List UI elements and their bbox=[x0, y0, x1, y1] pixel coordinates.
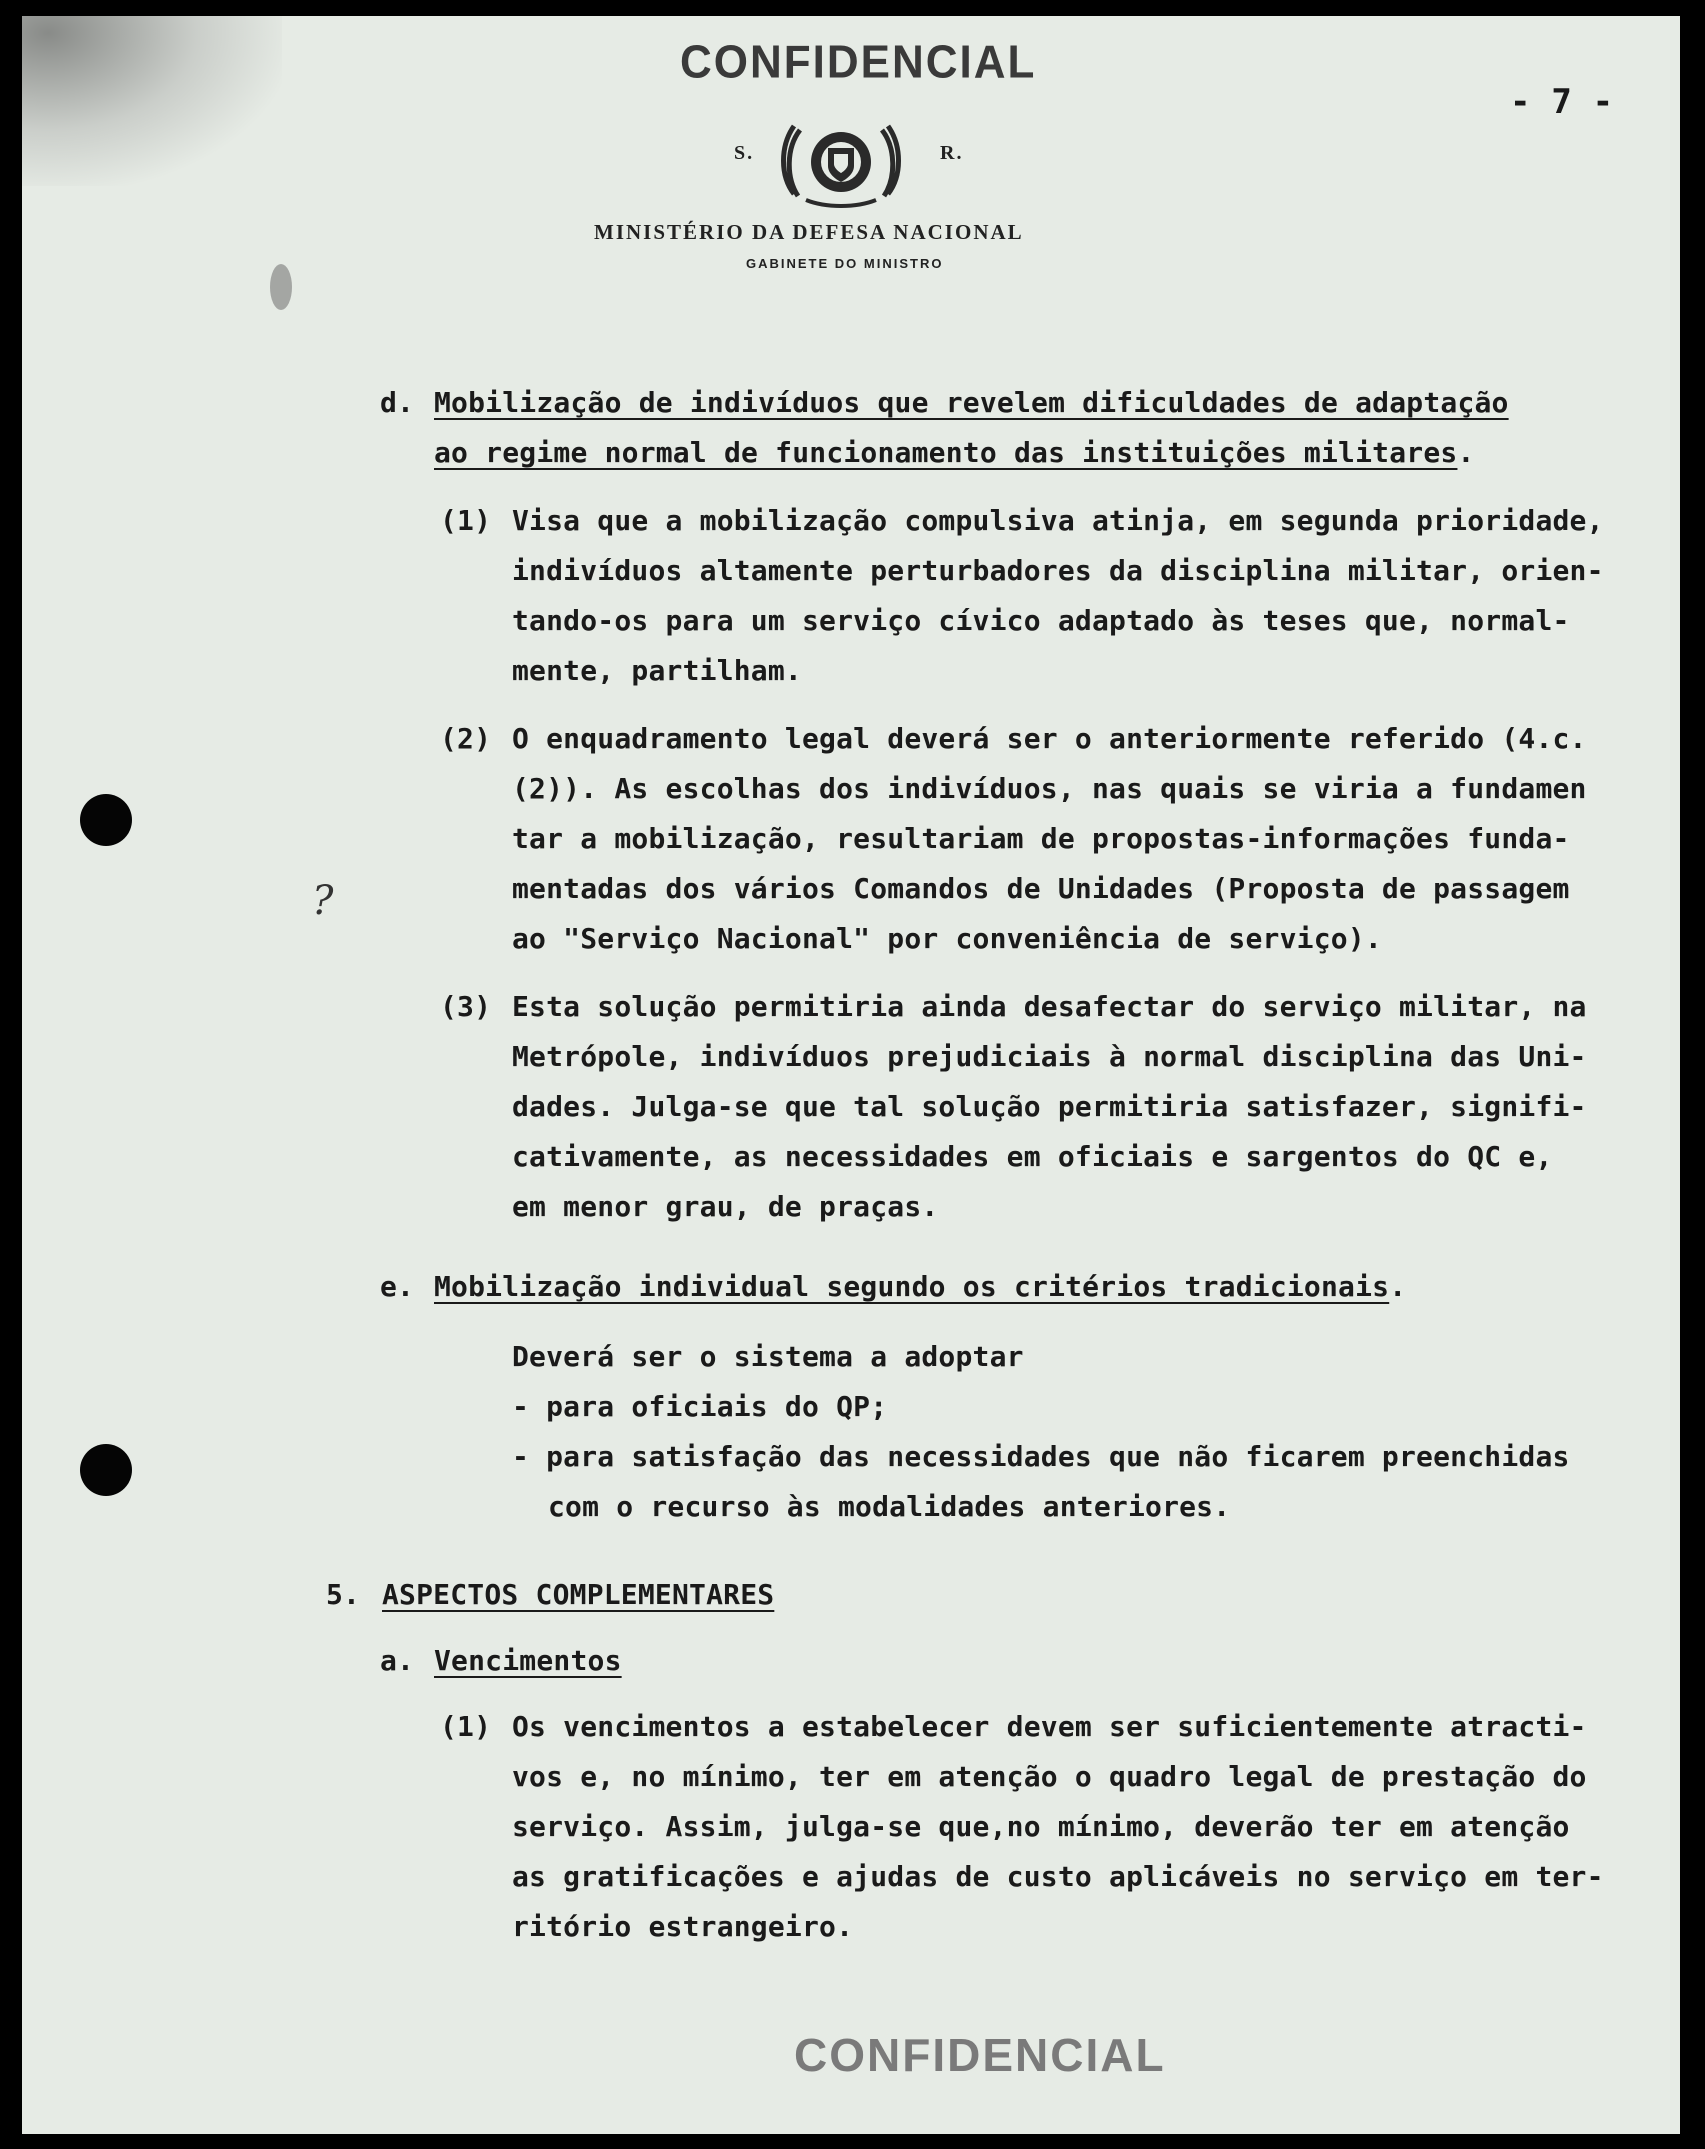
document-page bbox=[22, 16, 1680, 2134]
section-d-item1-number: (1) bbox=[440, 504, 492, 537]
section-d-item2-line: ao "Serviço Nacional" por conveniência de serviço). bbox=[512, 922, 1382, 955]
section-d-item3-line: Esta solução permitiria ainda desafectar do serviço militar, na bbox=[512, 990, 1587, 1023]
section-d-item3-number: (3) bbox=[440, 990, 492, 1023]
confidential-stamp-bottom: CONFIDENCIAL bbox=[794, 2029, 1166, 2081]
section-e-title: Mobilização individual segundo os critérios tradicionais bbox=[434, 1270, 1390, 1303]
ink-smudge bbox=[270, 264, 292, 310]
section-d-item3-line: dades. Julga-se que tal solução permitiria satisfazer, signifi- bbox=[512, 1090, 1587, 1123]
confidential-stamp-top: CONFIDENCIAL bbox=[680, 36, 1037, 89]
section-d-item2-line: O enquadramento legal deverá ser o anteriormente referido (4.c. bbox=[512, 722, 1587, 755]
punch-hole-top bbox=[80, 794, 132, 846]
page-number: - 7 - bbox=[1510, 82, 1614, 122]
section-5-title: ASPECTOS COMPLEMENTARES bbox=[382, 1578, 775, 1611]
section-e-title-wrap bbox=[434, 1270, 1406, 1303]
section-5a-marker: a. bbox=[380, 1644, 415, 1677]
section-d-item1-line: indivíduos altamente perturbadores da disciplina militar, orien- bbox=[512, 554, 1604, 587]
section-e-intro: Deverá ser o sistema a adoptar bbox=[512, 1340, 1024, 1373]
section-5-marker: 5. bbox=[326, 1578, 361, 1611]
coat-of-arms-icon bbox=[776, 116, 906, 208]
section-d-title-line2: ao regime normal de funcionamento das instituições militares bbox=[434, 436, 1458, 469]
section-e-marker: e. bbox=[380, 1270, 415, 1303]
section-d-item2-line: (2)). As escolhas dos indivíduos, nas quais se viria a fundamen bbox=[512, 772, 1587, 805]
section-d-item1-line: mente, partilham. bbox=[512, 654, 802, 687]
section-5a-item1-line: as gratificações e ajudas de custo aplicáveis no serviço em ter- bbox=[512, 1860, 1604, 1893]
section-d-item2-line: tar a mobilização, resultariam de propostas-informações funda- bbox=[512, 822, 1570, 855]
section-d-title-line2-wrap bbox=[434, 436, 1475, 469]
section-e-bullet: - para oficiais do QP; bbox=[512, 1390, 888, 1423]
section-d-item1-line: Visa que a mobilização compulsiva atinja, em segunda prioridade, bbox=[512, 504, 1604, 537]
margin-question-mark: ? bbox=[312, 878, 334, 924]
section-5a-item1-line: Os vencimentos a estabelecer devem ser suficientemente atracti- bbox=[512, 1710, 1587, 1743]
section-d-item3-line: Metrópole, indivíduos prejudiciais à normal disciplina das Uni- bbox=[512, 1040, 1587, 1073]
crest-right-letter: R. bbox=[940, 142, 964, 164]
section-e-bullet: - para satisfação das necessidades que não ficarem preenchidas bbox=[512, 1440, 1570, 1473]
section-d-marker: d. bbox=[380, 386, 415, 419]
section-5a-item1-line: vos e, no mínimo, ter em atenção o quadro legal de prestação do bbox=[512, 1760, 1587, 1793]
section-d-item2-line: mentadas dos vários Comandos de Unidades (Proposta de passagem bbox=[512, 872, 1570, 905]
section-d-item1-line: tando-os para um serviço cívico adaptado às teses que, normal- bbox=[512, 604, 1570, 637]
office-name: GABINETE DO MINISTRO bbox=[746, 256, 944, 271]
crest-left-letter: S. bbox=[734, 142, 755, 164]
section-d-item3-line: cativamente, as necessidades em oficiais e sargentos do QC e, bbox=[512, 1140, 1553, 1173]
section-5a-title: Vencimentos bbox=[434, 1644, 622, 1677]
section-5a-item1-line: ritório estrangeiro. bbox=[512, 1910, 854, 1943]
section-d-title-line1: Mobilização de indivíduos que revelem dificuldades de adaptação bbox=[434, 386, 1509, 419]
punch-hole-bottom bbox=[80, 1444, 132, 1496]
section-d-title-end: . bbox=[1457, 436, 1475, 469]
section-d-item3-line: em menor grau, de praças. bbox=[512, 1190, 939, 1223]
page-scuff-mark bbox=[22, 16, 282, 186]
ministry-name: MINISTÉRIO DA DEFESA NACIONAL bbox=[594, 220, 1024, 244]
section-5a-item1-line: serviço. Assim, julga-se que,no mínimo, deverão ter em atenção bbox=[512, 1810, 1570, 1843]
section-e-bullet-continuation: com o recurso às modalidades anteriores. bbox=[548, 1490, 1231, 1523]
section-e-title-end: . bbox=[1389, 1270, 1407, 1303]
section-d-item2-number: (2) bbox=[440, 722, 492, 755]
section-5a-item1-number: (1) bbox=[440, 1710, 492, 1743]
